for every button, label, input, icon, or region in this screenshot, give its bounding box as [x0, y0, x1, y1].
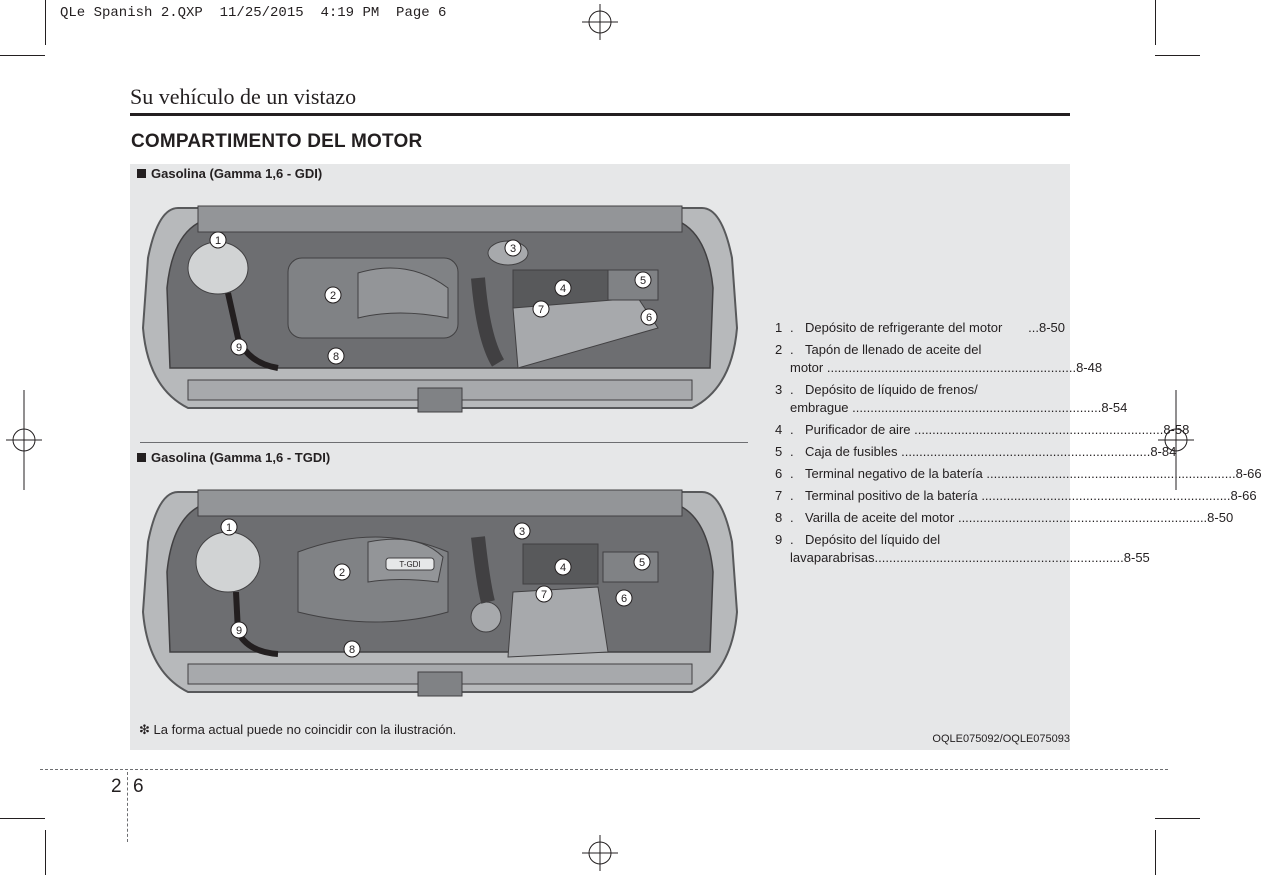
variant-title-text: Gasolina (Gamma 1,6 - TGDI) [151, 450, 331, 465]
svg-text:4: 4 [559, 562, 567, 574]
svg-text:7: 7 [540, 589, 548, 601]
callout-1 [210, 232, 226, 248]
callout-4 [555, 559, 571, 575]
svg-text:9: 9 [235, 625, 243, 637]
svg-text:1: 1 [225, 522, 233, 534]
legend-item: 6 . Terminal negativo de la batería ..................................................................... 8-66 [775, 466, 1262, 481]
header-rule [130, 113, 1070, 116]
page-heading: COMPARTIMENTO DEL MOTOR [131, 131, 423, 152]
svg-text:2: 2 [329, 290, 337, 302]
variant-title-text: Gasolina (Gamma 1,6 - GDI) [151, 166, 323, 181]
callout-6 [641, 309, 657, 325]
illustration-note: ❇ La forma actual puede no coincidir con la ilustración. [139, 722, 457, 737]
callout-1 [221, 519, 237, 535]
legend-item: 8 . Varilla de aceite del motor ..................................................................... 8-50 [775, 510, 1234, 525]
callout-8 [344, 641, 360, 657]
svg-text:3: 3 [518, 526, 526, 538]
print-slug: QLe Spanish 2.QXP 11/25/2015 4:19 PM Page 6 [60, 5, 447, 21]
variant-title-tgdi [137, 450, 330, 465]
engine-illustration-gdi [138, 198, 742, 438]
callout-2 [334, 564, 350, 580]
legend-item: 7 . Terminal positivo de la batería ..................................................................... 8-66 [775, 488, 1257, 503]
svg-text:6: 6 [620, 593, 628, 605]
svg-text:4: 4 [559, 283, 567, 295]
callout-9 [231, 622, 247, 638]
legend-item: 5 . Caja de fusibles ..................................................................... 8-84 [775, 444, 1177, 459]
svg-text:8: 8 [332, 351, 340, 363]
variant-title-gdi [137, 166, 322, 181]
page-number-separator [127, 772, 128, 842]
callout-8 [328, 348, 344, 364]
callout-5 [635, 272, 651, 288]
svg-text:5: 5 [639, 275, 647, 287]
svg-text:2: 2 [338, 567, 346, 579]
callout-7 [536, 586, 552, 602]
callout-3 [514, 523, 530, 539]
svg-text:3: 3 [509, 243, 517, 255]
legend-item: 3 . Depósito de líquido de frenos/ embrague ..................................................................... 8-54 [775, 382, 1128, 415]
chapter-number: 2 [111, 776, 122, 797]
legend-item: 9 . Depósito del líquido del lavaparabrisas ..................................................................... 8-55 [775, 532, 1150, 565]
section-title: Su vehículo de un vistazo [130, 84, 357, 109]
figure-code: OQLE075092/OQLE075093 [932, 733, 1070, 745]
bullet-square-icon [137, 169, 146, 178]
callout-2 [325, 287, 341, 303]
footer-rule [40, 769, 1168, 770]
callout-3 [505, 240, 521, 256]
engine-illustration-tgdi [138, 482, 742, 722]
callout-5 [634, 554, 650, 570]
variant-divider [140, 442, 748, 443]
bullet-square-icon [137, 453, 146, 462]
svg-text:7: 7 [537, 304, 545, 316]
callout-9 [231, 339, 247, 355]
svg-text:5: 5 [638, 557, 646, 569]
callout-6 [616, 590, 632, 606]
svg-text:1: 1 [214, 235, 222, 247]
callout-4 [555, 280, 571, 296]
engine-badge: T-GDI [399, 560, 421, 569]
legend-item: 2 . Tapón de llenado de aceite del motor ..................................................................... 8-48 [775, 342, 1103, 375]
svg-text:6: 6 [645, 312, 653, 324]
svg-text:9: 9 [235, 342, 243, 354]
svg-text:8: 8 [348, 644, 356, 656]
legend-item: 4 . Purificador de aire ..................................................................... 8-58 [775, 422, 1190, 437]
legend-item: 1 . Depósito de refrigerante del motor ... 8-50 [775, 320, 1065, 335]
component-legend [775, 319, 1262, 571]
callout-7 [533, 301, 549, 317]
page-number: 6 [133, 776, 144, 797]
